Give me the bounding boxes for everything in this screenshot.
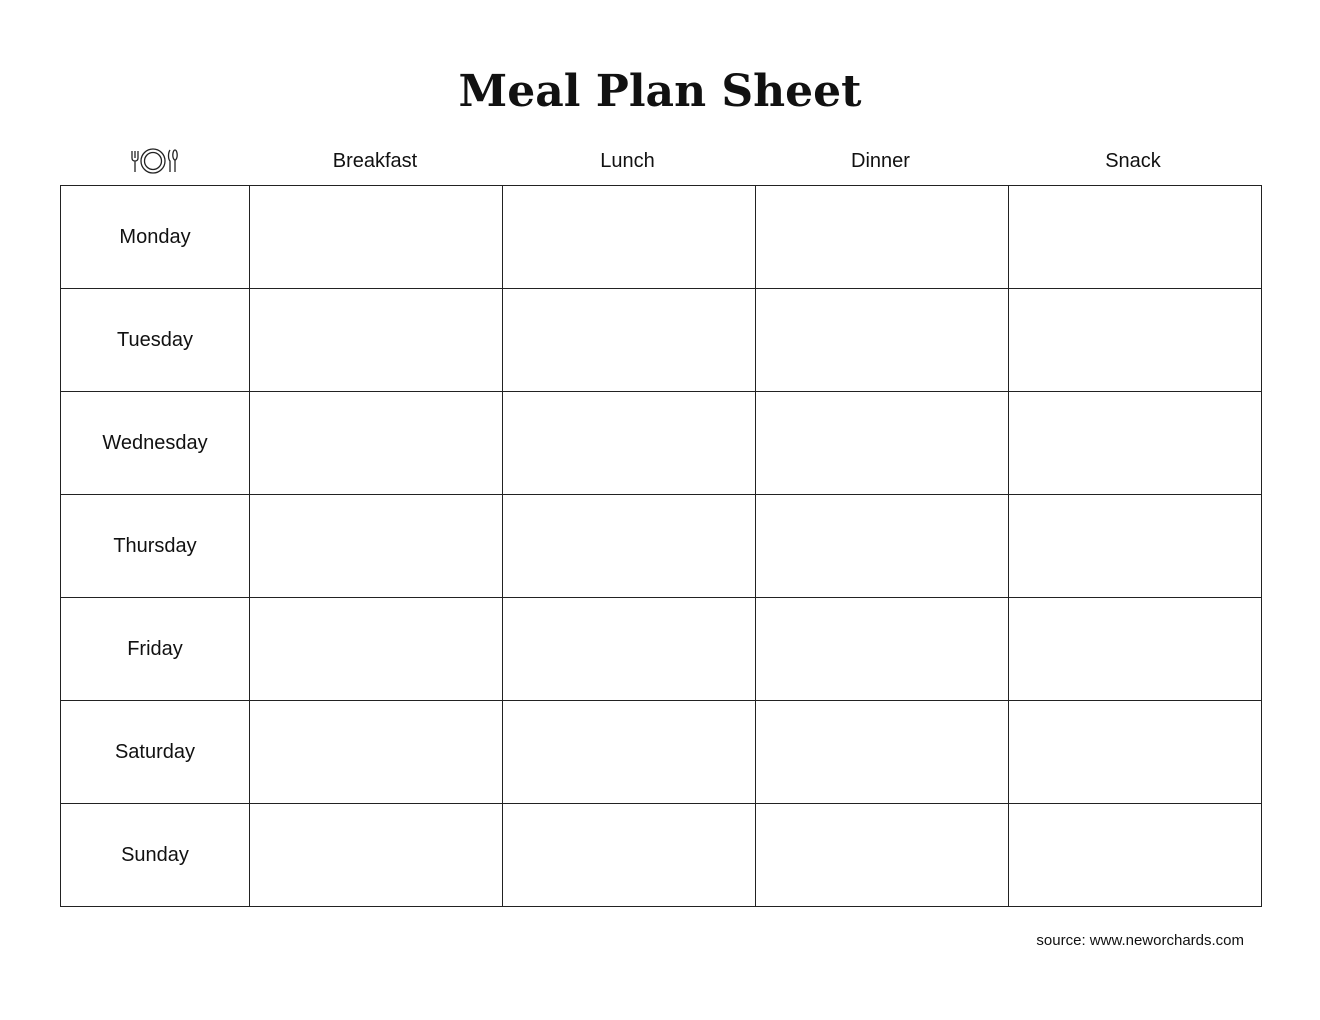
column-header-dinner: Dinner — [851, 150, 910, 172]
snack-cell[interactable] — [1009, 186, 1262, 289]
lunch-cell[interactable] — [503, 701, 756, 804]
dinner-cell[interactable] — [756, 495, 1009, 598]
lunch-cell[interactable] — [503, 495, 756, 598]
day-label: Thursday — [61, 495, 250, 598]
breakfast-cell[interactable] — [250, 289, 503, 392]
lunch-cell[interactable] — [503, 186, 756, 289]
snack-cell[interactable] — [1009, 598, 1262, 701]
breakfast-cell[interactable] — [250, 495, 503, 598]
table-row — [61, 289, 1262, 392]
day-label: Wednesday — [61, 392, 250, 495]
lunch-cell[interactable] — [503, 392, 756, 495]
source-note: source: www.neworchards.com — [1036, 932, 1244, 949]
breakfast-cell[interactable] — [250, 701, 503, 804]
dinner-cell[interactable] — [756, 186, 1009, 289]
lunch-cell[interactable] — [503, 289, 756, 392]
column-header-lunch: Lunch — [600, 150, 655, 172]
dinner-cell[interactable] — [756, 804, 1009, 907]
day-label: Tuesday — [61, 289, 250, 392]
column-header-breakfast: Breakfast — [332, 150, 418, 172]
snack-cell[interactable] — [1009, 392, 1262, 495]
lunch-cell[interactable] — [503, 804, 756, 907]
table-row — [61, 495, 1262, 598]
dinner-cell[interactable] — [756, 701, 1009, 804]
column-header-snack: Snack — [1105, 150, 1161, 172]
breakfast-cell[interactable] — [250, 392, 503, 495]
dinner-cell[interactable] — [756, 392, 1009, 495]
table-row — [61, 186, 1262, 289]
snack-cell[interactable] — [1009, 804, 1262, 907]
snack-cell[interactable] — [1009, 289, 1262, 392]
day-label: Friday — [61, 598, 250, 701]
day-label: Monday — [61, 186, 250, 289]
day-label: Saturday — [61, 701, 250, 804]
snack-cell[interactable] — [1009, 701, 1262, 804]
meal-plan-table — [60, 185, 1262, 907]
breakfast-cell[interactable] — [250, 186, 503, 289]
plate-cutlery-icon — [128, 145, 180, 175]
table-row — [61, 701, 1262, 804]
page-title: Meal Plan Sheet — [458, 66, 862, 117]
table-row — [61, 804, 1262, 907]
day-label: Sunday — [61, 804, 250, 907]
dinner-cell[interactable] — [756, 289, 1009, 392]
table-row — [61, 598, 1262, 701]
lunch-cell[interactable] — [503, 598, 756, 701]
breakfast-cell[interactable] — [250, 804, 503, 907]
table-row — [61, 392, 1262, 495]
dinner-cell[interactable] — [756, 598, 1009, 701]
snack-cell[interactable] — [1009, 495, 1262, 598]
breakfast-cell[interactable] — [250, 598, 503, 701]
